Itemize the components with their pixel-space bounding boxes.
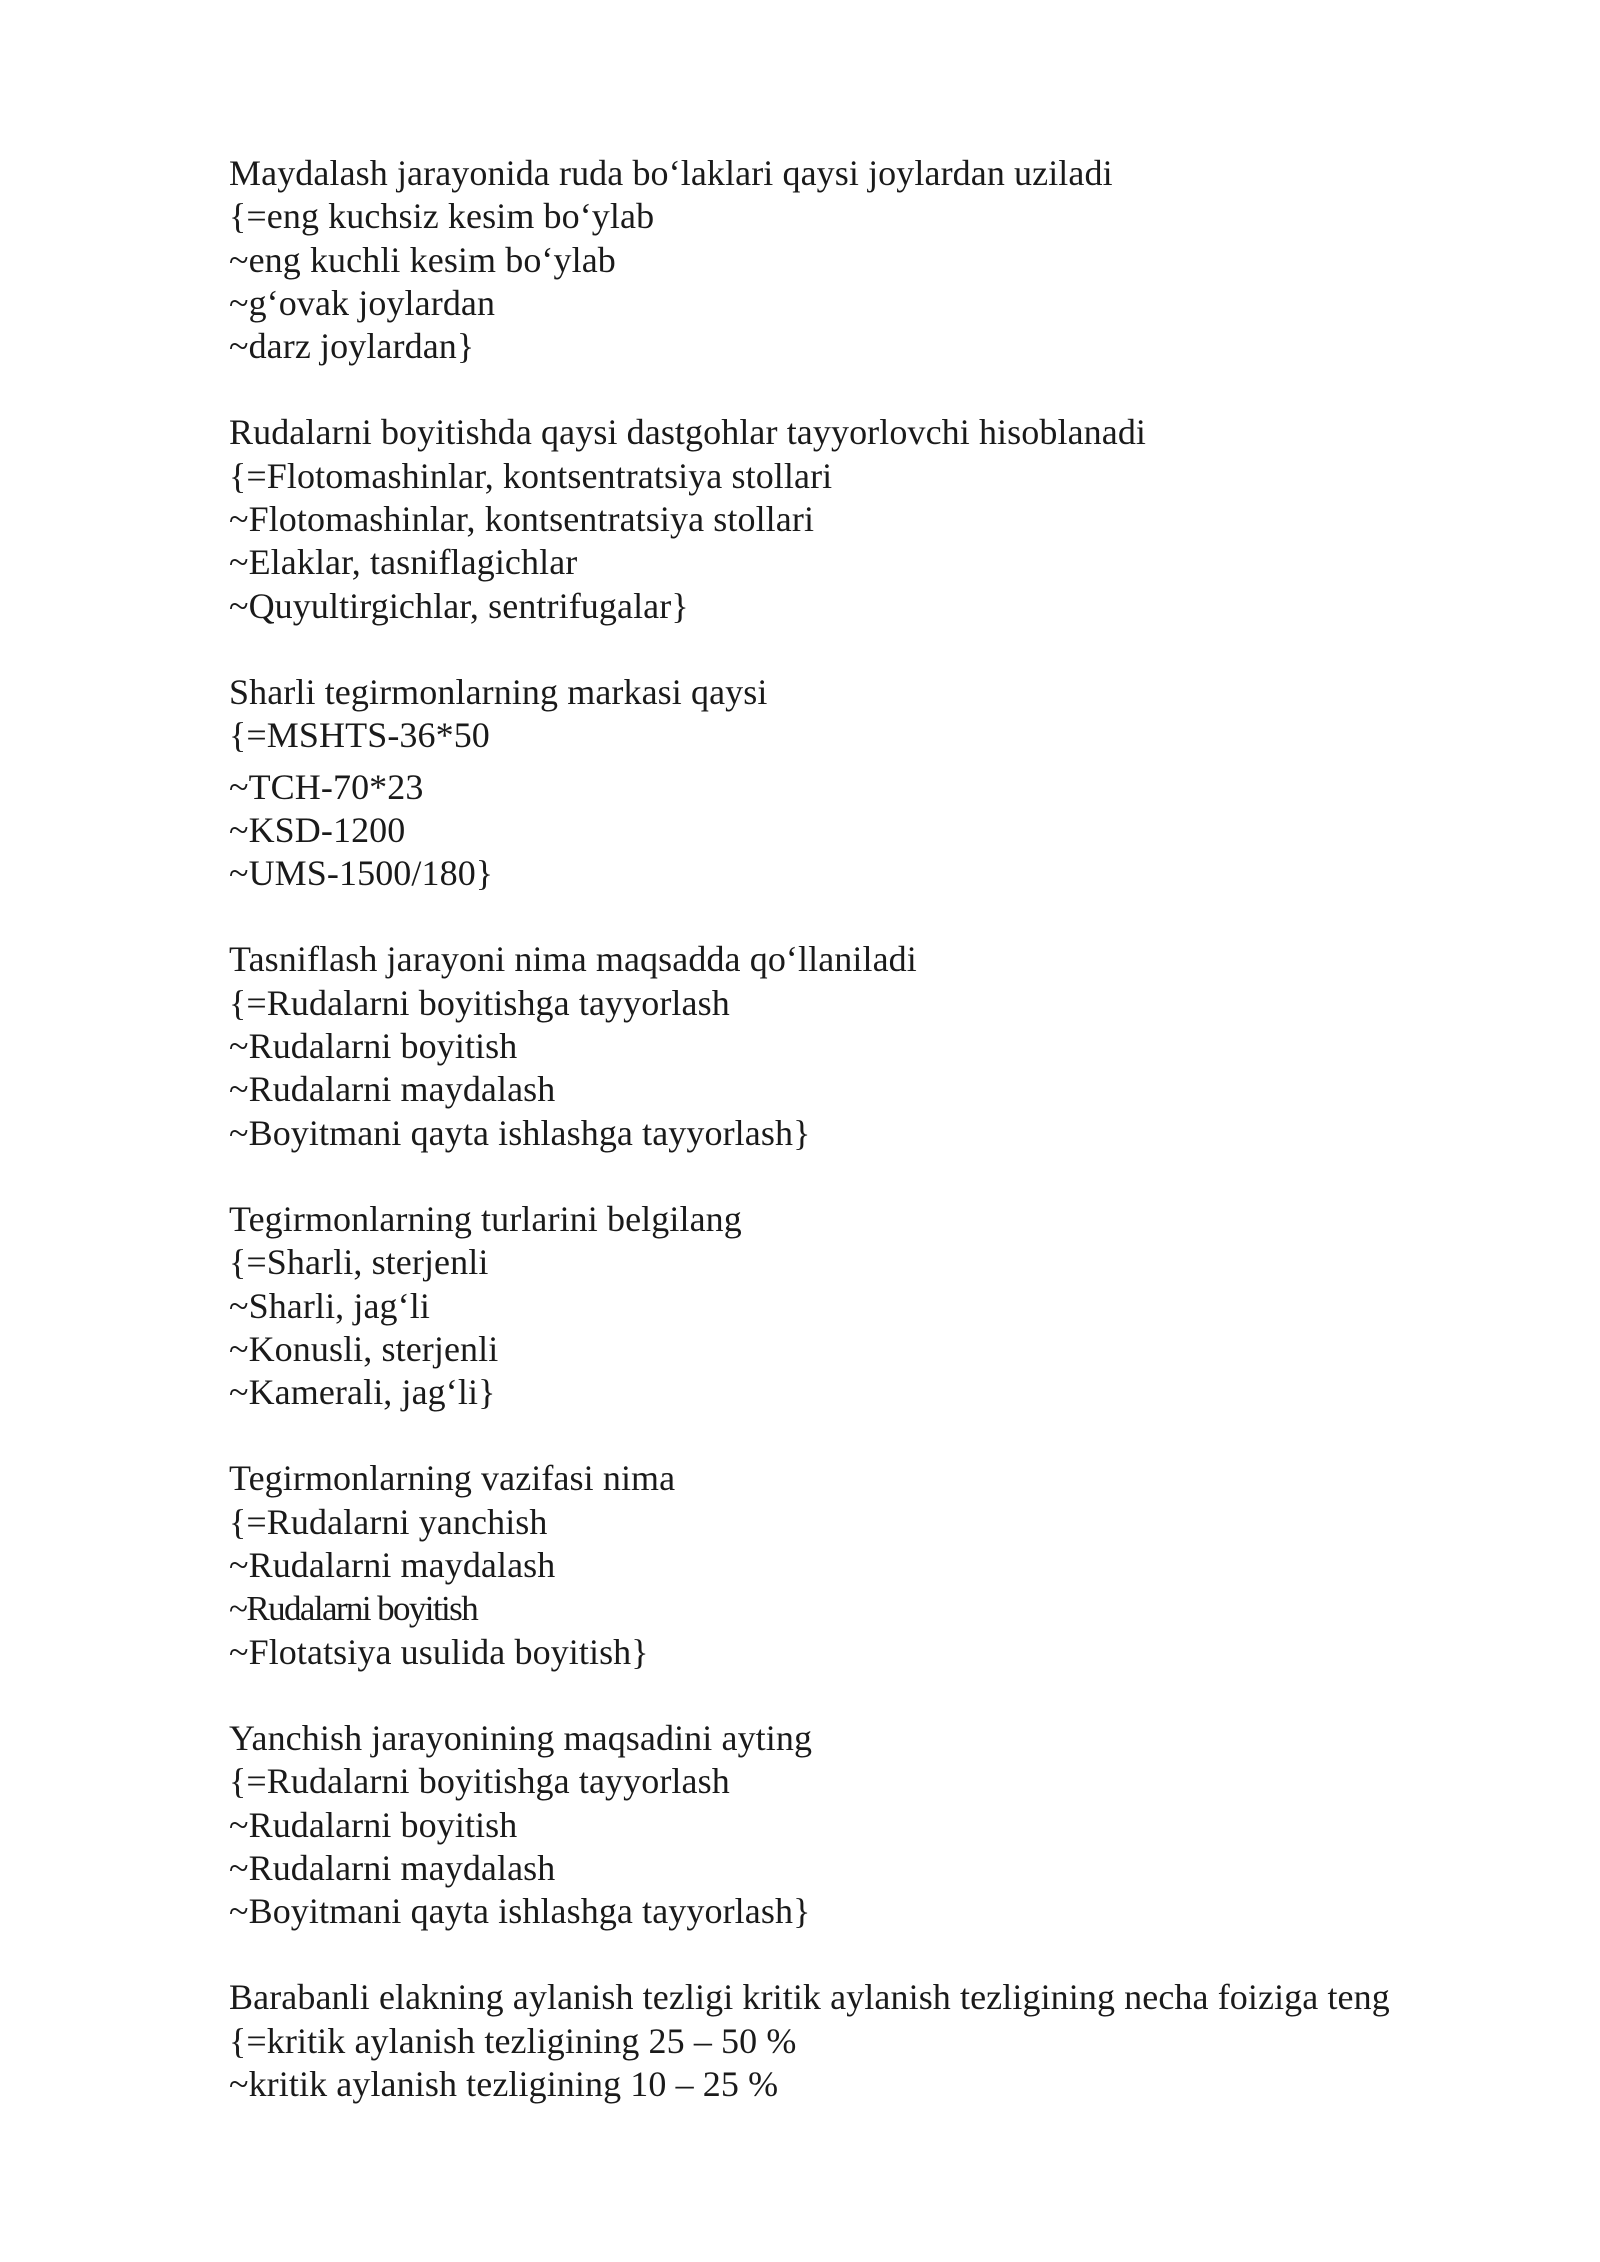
question-text: Tasniflash jarayoni nima maqsadda qo‘llaniladi: [229, 939, 917, 980]
wrong-option: ~Konusli, sterjenli: [229, 1328, 499, 1369]
wrong-option: ~Rudalarni boyitish: [229, 1804, 518, 1845]
wrong-option: ~Rudalarni boyitish: [229, 1026, 518, 1067]
wrong-option: ~Rudalarni boyitish: [229, 1589, 478, 1629]
question-block-7: [229, 1717, 1569, 1933]
correct-option: {=MSHTS-36*50: [229, 715, 490, 756]
wrong-option: ~Boyitmani qayta ishlashga tayyorlash}: [229, 1891, 811, 1932]
question-text: Maydalash jarayonida ruda bo‘laklari qaysi joylardan uziladi: [229, 153, 1113, 193]
wrong-option: ~eng kuchli kesim bo‘ylab: [229, 239, 616, 280]
correct-option: {=Rudalarni yanchish: [229, 1501, 548, 1542]
question-text: Rudalarni boyitishda qaysi dastgohlar tayyorlovchi hisoblanadi: [229, 412, 1147, 453]
question-block-6: [229, 1457, 1569, 1673]
question-text: Sharli tegirmonlarning markasi qaysi: [229, 671, 768, 712]
correct-option: {=Flotomashinlar, kontsentratsiya stollari: [229, 455, 833, 496]
question-block-3: [229, 671, 1569, 895]
question-block-8: [229, 1976, 1569, 2106]
wrong-option: ~KSD-1200: [229, 809, 406, 850]
question-text: Barabanli elakning aylanish tezligi kritik aylanish tezligining necha foiziga teng: [229, 1977, 1390, 2018]
question-text: Tegirmonlarning turlarini belgilang: [229, 1198, 742, 1239]
question-text: Yanchish jarayonining maqsadini ayting: [229, 1717, 813, 1758]
test-questions: [229, 152, 1569, 2149]
correct-option: {=eng kuchsiz kesim bo‘ylab: [229, 196, 655, 237]
question-block-4: [229, 938, 1569, 1154]
wrong-option: ~Flotomashinlar, kontsentratsiya stollari: [229, 499, 815, 540]
wrong-option: ~Rudalarni maydalash: [229, 1545, 556, 1586]
wrong-option: ~Elaklar, tasniflagichlar: [229, 542, 578, 583]
question-block-1: [229, 152, 1569, 368]
correct-option: {=kritik aylanish tezligining 25 – 50 %: [229, 2020, 797, 2061]
wrong-option: ~UMS-1500/180}: [229, 853, 494, 894]
wrong-option: ~TCH-70*23: [229, 766, 424, 807]
correct-option: {=Sharli, sterjenli: [229, 1242, 489, 1283]
wrong-option: ~Sharli, jag‘li: [229, 1285, 430, 1326]
question-text: Tegirmonlarning vazifasi nima: [229, 1458, 676, 1499]
wrong-option: ~Flotatsiya usulida boyitish}: [229, 1631, 649, 1672]
wrong-option: ~darz joylardan}: [229, 326, 475, 367]
wrong-option: ~Kamerali, jag‘li}: [229, 1372, 496, 1413]
wrong-option: ~g‘ovak joylardan: [229, 282, 496, 323]
wrong-option: ~kritik aylanish tezligining 10 – 25 %: [229, 2063, 779, 2104]
correct-option: {=Rudalarni boyitishga tayyorlash: [229, 982, 730, 1023]
question-block-5: [229, 1198, 1569, 1414]
wrong-option: ~Rudalarni maydalash: [229, 1069, 556, 1110]
wrong-option: ~Rudalarni maydalash: [229, 1847, 556, 1888]
correct-option: {=Rudalarni boyitishga tayyorlash: [229, 1761, 730, 1802]
wrong-option: ~Boyitmani qayta ishlashga tayyorlash}: [229, 1112, 811, 1153]
wrong-option: ~Quyultirgichlar, sentrifugalar}: [229, 585, 689, 626]
question-block-2: [229, 411, 1569, 627]
